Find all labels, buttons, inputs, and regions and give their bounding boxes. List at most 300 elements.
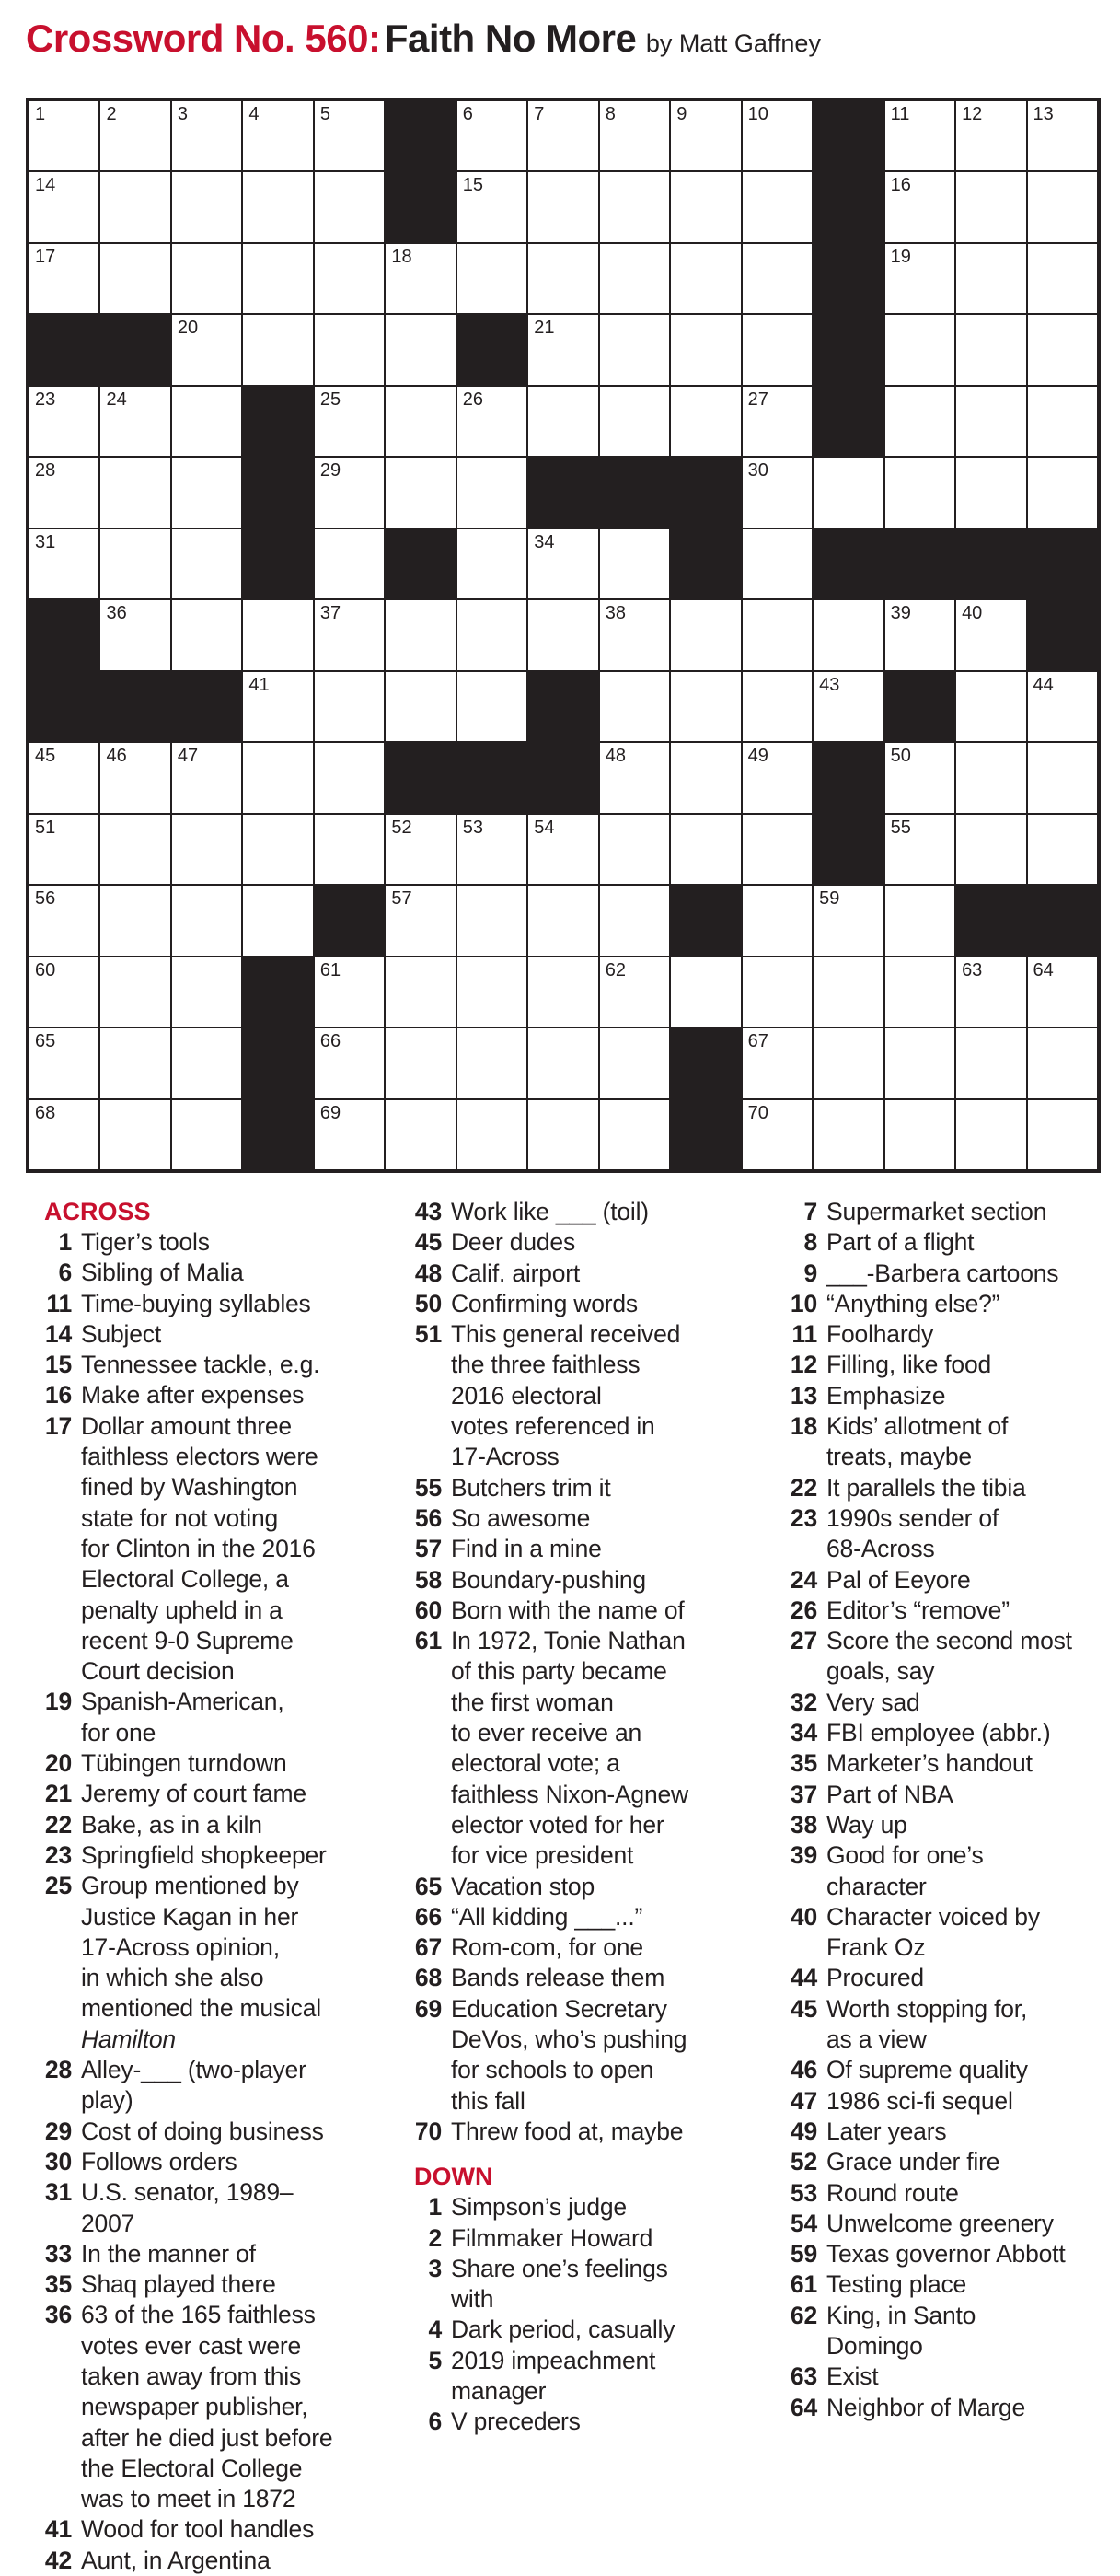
clue-line: after he died just before	[81, 2423, 333, 2452]
clue-number: 56	[414, 1503, 442, 1532]
grid-cell[interactable]	[172, 886, 241, 955]
grid-block	[1028, 600, 1097, 669]
grid-cell[interactable]	[386, 1028, 455, 1097]
grid-cell[interactable]	[600, 600, 669, 669]
down-clue	[771, 1350, 1120, 1380]
clue-text: Deer dudes	[451, 1228, 576, 1257]
grid-cell[interactable]	[814, 957, 883, 1027]
grid-cell[interactable]	[100, 1100, 169, 1169]
grid-cell[interactable]	[814, 1100, 883, 1169]
grid-cell[interactable]	[1028, 672, 1097, 741]
clue-number: 1	[428, 2193, 442, 2222]
grid-cell[interactable]	[29, 244, 98, 313]
cell-number: 57	[391, 888, 412, 910]
grid-cell[interactable]	[172, 957, 241, 1027]
across-clue	[396, 2117, 759, 2147]
grid-cell[interactable]	[457, 458, 526, 527]
clue-number: 7	[803, 1198, 817, 1225]
clue-number: 54	[790, 2209, 817, 2237]
grid-cell[interactable]	[315, 387, 384, 456]
grid-cell[interactable]	[885, 743, 954, 812]
grid-cell[interactable]	[1028, 1028, 1097, 1097]
grid-cell[interactable]	[29, 957, 98, 1027]
grid-cell[interactable]	[600, 1028, 669, 1097]
grid-cell[interactable]	[100, 458, 169, 527]
clue-line: 17-Across opinion,	[81, 1932, 280, 1961]
grid-cell[interactable]	[743, 315, 812, 384]
down-clue	[771, 2055, 1120, 2085]
grid-cell[interactable]	[243, 315, 312, 384]
grid-cell[interactable]	[100, 101, 169, 170]
clue-number: 17	[44, 1411, 72, 1440]
clue-line: 63 of the 165 faithless	[81, 2301, 316, 2329]
grid-cell[interactable]	[1028, 101, 1097, 170]
grid-cell[interactable]	[457, 815, 526, 884]
grid-cell[interactable]	[172, 815, 241, 884]
grid-cell[interactable]	[172, 387, 241, 456]
grid-cell[interactable]	[528, 315, 597, 384]
clue-text: Very sad	[826, 1688, 920, 1716]
grid-cell[interactable]	[743, 387, 812, 456]
clue-line: Justice Kagan in her	[81, 1902, 299, 1931]
grid-cell[interactable]	[671, 101, 740, 170]
grid-cell[interactable]	[1028, 458, 1097, 527]
grid-cell[interactable]	[885, 101, 954, 170]
grid-cell[interactable]	[956, 600, 1025, 669]
grid-cell[interactable]	[956, 1028, 1025, 1097]
grid-cell[interactable]	[29, 101, 98, 170]
grid-cell[interactable]	[386, 672, 455, 741]
grid-cell[interactable]	[386, 886, 455, 955]
grid-cell[interactable]	[457, 1100, 526, 1169]
grid-cell[interactable]	[172, 600, 241, 669]
grid-cell[interactable]	[457, 172, 526, 241]
down-clue	[771, 1197, 1120, 1227]
grid-cell[interactable]	[100, 529, 169, 598]
grid-cell[interactable]	[600, 244, 669, 313]
grid-cell[interactable]	[600, 1100, 669, 1169]
grid-cell[interactable]	[600, 743, 669, 812]
grid-block	[386, 743, 455, 812]
grid-cell[interactable]	[315, 957, 384, 1027]
across-clue	[396, 1473, 759, 1503]
grid-cell[interactable]	[457, 244, 526, 313]
down-clue	[771, 1227, 1120, 1258]
across-clue	[26, 2147, 385, 2177]
grid-cell[interactable]	[315, 1100, 384, 1169]
clue-number: 37	[790, 1780, 817, 1808]
grid-cell[interactable]	[243, 743, 312, 812]
grid-cell[interactable]	[315, 672, 384, 741]
clue-text: Filling, like food	[826, 1351, 992, 1379]
grid-cell[interactable]	[386, 387, 455, 456]
grid-cell[interactable]	[956, 315, 1025, 384]
grid-cell[interactable]	[956, 672, 1025, 741]
grid-cell[interactable]	[528, 886, 597, 955]
clue-text: Later years	[826, 2117, 947, 2145]
down-clue	[771, 1688, 1120, 1718]
grid-cell[interactable]	[29, 815, 98, 884]
across-clue	[396, 1963, 759, 1993]
grid-cell[interactable]	[172, 172, 241, 241]
clue-text	[81, 2055, 385, 2117]
grid-cell[interactable]	[671, 672, 740, 741]
grid-cell[interactable]	[457, 600, 526, 669]
grid-cell[interactable]	[956, 387, 1025, 456]
clue-text: Dark period, casually	[451, 2315, 675, 2344]
grid-cell[interactable]	[1028, 315, 1097, 384]
clue-number: 48	[414, 1259, 442, 1287]
grid-cell[interactable]	[386, 244, 455, 313]
grid-block	[814, 172, 883, 241]
grid-cell[interactable]	[671, 957, 740, 1027]
grid-cell[interactable]	[671, 387, 740, 456]
clue-line: play)	[81, 2086, 133, 2115]
cell-number: 34	[534, 531, 555, 552]
clue-line: Good for one’s	[826, 1841, 984, 1870]
grid-cell[interactable]	[600, 315, 669, 384]
grid-cell[interactable]	[956, 1100, 1025, 1169]
grid-cell[interactable]	[885, 886, 954, 955]
grid-cell[interactable]	[743, 1100, 812, 1169]
down-clue	[771, 1503, 1120, 1565]
grid-cell[interactable]	[956, 172, 1025, 241]
grid-cell[interactable]	[315, 529, 384, 598]
grid-cell[interactable]	[172, 1100, 241, 1169]
clue-text	[451, 1994, 759, 2117]
grid-cell[interactable]	[1028, 244, 1097, 313]
grid-cell[interactable]	[386, 315, 455, 384]
grid-cell[interactable]	[100, 1028, 169, 1097]
cell-number: 3	[177, 104, 189, 124]
grid-block	[1028, 886, 1097, 955]
clue-line: Alley-___ (two-player	[81, 2056, 306, 2084]
cell-number: 60	[35, 959, 56, 981]
grid-cell[interactable]	[100, 743, 169, 812]
grid-cell[interactable]	[814, 672, 883, 741]
cell-number: 2	[106, 104, 117, 124]
clue-line: 2019 impeachment	[451, 2346, 656, 2374]
grid-cell[interactable]	[172, 244, 241, 313]
clue-number: 9	[803, 1259, 817, 1287]
grid-cell[interactable]	[100, 957, 169, 1027]
grid-cell[interactable]	[743, 600, 812, 669]
clue-line: fined by Washington	[81, 1473, 298, 1502]
grid-cell[interactable]	[528, 1100, 597, 1169]
cell-number: 62	[605, 959, 626, 981]
grid-cell[interactable]	[315, 743, 384, 812]
grid-cell[interactable]	[528, 529, 597, 598]
grid-block	[814, 244, 883, 313]
clue-line: Character voiced by	[826, 1902, 1040, 1931]
grid-cell[interactable]	[243, 600, 312, 669]
grid-cell[interactable]	[528, 387, 597, 456]
grid-cell[interactable]	[100, 387, 169, 456]
clue-text: “Anything else?”	[826, 1289, 1000, 1317]
clue-number: 21	[44, 1780, 72, 1808]
grid-block	[243, 387, 312, 456]
grid-cell[interactable]	[315, 101, 384, 170]
grid-cell[interactable]	[600, 672, 669, 741]
cell-number: 55	[890, 817, 911, 838]
grid-block	[386, 172, 455, 241]
grid-cell[interactable]	[528, 600, 597, 669]
clue-text: Tübingen turndown	[81, 1749, 287, 1778]
grid-cell[interactable]	[600, 387, 669, 456]
cell-number: 36	[106, 603, 127, 624]
grid-cell[interactable]	[743, 458, 812, 527]
grid-cell[interactable]	[885, 600, 954, 669]
grid-cell[interactable]	[885, 172, 954, 241]
grid-cell[interactable]	[885, 315, 954, 384]
cell-number: 15	[462, 175, 484, 196]
clue-text: Vacation stop	[451, 1872, 595, 1900]
grid-cell[interactable]	[600, 957, 669, 1027]
grid-cell[interactable]	[885, 244, 954, 313]
grid-cell[interactable]	[243, 815, 312, 884]
grid-cell[interactable]	[386, 458, 455, 527]
grid-block	[814, 743, 883, 812]
grid-cell[interactable]	[172, 743, 241, 812]
grid-block	[671, 886, 740, 955]
grid-cell[interactable]	[457, 886, 526, 955]
grid-cell[interactable]	[528, 815, 597, 884]
clue-number: 45	[414, 1228, 442, 1257]
grid-cell[interactable]	[386, 815, 455, 884]
grid-cell[interactable]	[29, 743, 98, 812]
grid-cell[interactable]	[743, 529, 812, 598]
down-clue	[771, 2209, 1120, 2239]
grid-cell[interactable]	[956, 743, 1025, 812]
grid-block	[315, 886, 384, 955]
clue-text	[826, 1503, 1120, 1565]
grid-block	[243, 1028, 312, 1097]
grid-cell[interactable]	[315, 244, 384, 313]
across-heading: ACROSS	[44, 1198, 151, 1225]
clue-text: Part of NBA	[826, 1780, 953, 1808]
clue-text	[826, 1411, 1120, 1473]
grid-cell[interactable]	[172, 101, 241, 170]
grid-cell[interactable]	[1028, 815, 1097, 884]
grid-cell[interactable]	[743, 244, 812, 313]
grid-cell[interactable]	[671, 244, 740, 313]
grid-cell[interactable]	[315, 315, 384, 384]
grid-cell[interactable]	[885, 957, 954, 1027]
clue-text: Shaq played there	[81, 2270, 276, 2299]
grid-cell[interactable]	[100, 815, 169, 884]
grid-cell[interactable]	[671, 600, 740, 669]
clue-number: 23	[44, 1840, 72, 1869]
clue-number: 61	[414, 1627, 442, 1655]
grid-cell[interactable]	[100, 172, 169, 241]
grid-cell[interactable]	[315, 172, 384, 241]
clue-text: Cost of doing business	[81, 2117, 324, 2145]
grid-cell[interactable]	[528, 1028, 597, 1097]
clue-number: 41	[44, 2515, 72, 2544]
down-clue	[771, 1963, 1120, 1993]
grid-cell[interactable]	[457, 672, 526, 741]
grid-cell[interactable]	[1028, 387, 1097, 456]
grid-cell[interactable]	[956, 815, 1025, 884]
cell-number: 37	[319, 603, 341, 624]
clue-text: Grace under fire	[826, 2148, 1000, 2176]
down-heading: DOWN	[414, 2163, 493, 2191]
grid-cell[interactable]	[814, 458, 883, 527]
grid-cell[interactable]	[743, 672, 812, 741]
grid-cell[interactable]	[885, 815, 954, 884]
grid-cell[interactable]	[956, 101, 1025, 170]
grid-cell[interactable]	[671, 743, 740, 812]
cell-number: 9	[676, 104, 687, 124]
grid-cell[interactable]	[386, 1100, 455, 1169]
grid-cell[interactable]	[457, 387, 526, 456]
grid-cell[interactable]	[743, 886, 812, 955]
clue-line: treats, maybe	[826, 1443, 972, 1471]
clue-line: manager	[451, 2376, 547, 2405]
grid-cell[interactable]	[885, 387, 954, 456]
grid-cell[interactable]	[671, 815, 740, 884]
grid-cell[interactable]	[172, 1028, 241, 1097]
grid-cell[interactable]	[956, 957, 1025, 1027]
grid-cell[interactable]	[1028, 172, 1097, 241]
grid-cell[interactable]	[528, 172, 597, 241]
grid-cell[interactable]	[885, 458, 954, 527]
clue-text	[81, 2300, 385, 2514]
grid-cell[interactable]	[1028, 743, 1097, 812]
grid-cell[interactable]	[457, 957, 526, 1027]
grid-cell[interactable]	[743, 1028, 812, 1097]
grid-cell[interactable]	[100, 600, 169, 669]
clue-number: 60	[414, 1595, 442, 1624]
clue-text: Sibling of Malia	[81, 1259, 244, 1287]
clue-line: Frank Oz	[826, 1933, 926, 1962]
grid-cell[interactable]	[29, 1028, 98, 1097]
grid-cell[interactable]	[600, 172, 669, 241]
clue-number: 62	[790, 2301, 817, 2329]
grid-cell[interactable]	[457, 1028, 526, 1097]
grid-cell[interactable]	[315, 458, 384, 527]
clue-number: 5	[428, 2346, 442, 2374]
grid-cell[interactable]	[743, 101, 812, 170]
across-clue	[26, 1227, 385, 1258]
grid-cell[interactable]	[814, 1028, 883, 1097]
grid-cell[interactable]	[243, 886, 312, 955]
clue-text: Work like ___ (toil)	[451, 1198, 649, 1225]
grid-cell[interactable]	[29, 172, 98, 241]
grid-cell[interactable]	[600, 886, 669, 955]
grid-cell[interactable]	[243, 672, 312, 741]
grid-cell[interactable]	[172, 458, 241, 527]
grid-cell[interactable]	[457, 529, 526, 598]
clue-line: 2007	[81, 2209, 135, 2237]
grid-block	[528, 672, 597, 741]
grid-cell[interactable]	[243, 244, 312, 313]
grid-block	[528, 458, 597, 527]
grid-cell[interactable]	[315, 600, 384, 669]
cell-number: 19	[890, 246, 911, 267]
down-clue	[771, 1780, 1120, 1810]
grid-cell[interactable]	[743, 743, 812, 812]
clue-number: 40	[790, 1902, 817, 1931]
grid-cell[interactable]	[243, 172, 312, 241]
grid-cell[interactable]	[885, 1100, 954, 1169]
grid-cell[interactable]	[528, 101, 597, 170]
clue-text: Tiger’s tools	[81, 1228, 210, 1256]
across-clue	[26, 1687, 385, 1748]
grid-cell[interactable]	[29, 886, 98, 955]
clue-number: 4	[428, 2315, 442, 2344]
grid-cell[interactable]	[315, 1028, 384, 1097]
clue-number: 22	[44, 1810, 72, 1839]
grid-cell[interactable]	[29, 387, 98, 456]
clue-number: 69	[414, 1994, 442, 2023]
grid-cell[interactable]	[100, 886, 169, 955]
grid-cell[interactable]	[671, 315, 740, 384]
grid-cell[interactable]	[29, 1100, 98, 1169]
down-clue	[396, 2315, 759, 2345]
grid-cell[interactable]	[243, 101, 312, 170]
grid-cell[interactable]	[600, 815, 669, 884]
grid-cell[interactable]	[315, 815, 384, 884]
clue-line: U.S. senator, 1989–	[81, 2178, 294, 2207]
grid-cell[interactable]	[956, 244, 1025, 313]
grid-cell[interactable]	[29, 529, 98, 598]
down-clue	[396, 2407, 759, 2437]
clue-line: Worth stopping for,	[826, 1994, 1028, 2023]
grid-block	[814, 529, 883, 598]
grid-cell[interactable]	[743, 815, 812, 884]
down-clue	[771, 1289, 1120, 1319]
clue-text	[826, 1902, 1120, 1964]
grid-cell[interactable]	[814, 600, 883, 669]
clue-line: 1990s sender of	[826, 1503, 999, 1532]
down-clue	[771, 1810, 1120, 1840]
across-clue	[396, 1932, 759, 1963]
grid-cell[interactable]	[600, 101, 669, 170]
grid-block	[243, 1100, 312, 1169]
grid-cell[interactable]	[814, 886, 883, 955]
clue-number: 3	[428, 2254, 442, 2282]
clue-line: Score the second most	[826, 1627, 1072, 1655]
grid-cell[interactable]	[29, 458, 98, 527]
across-clue	[26, 1380, 385, 1410]
grid-cell[interactable]	[600, 529, 669, 598]
grid-cell[interactable]	[528, 244, 597, 313]
grid-cell[interactable]	[386, 600, 455, 669]
clue-text: Aunt, in Argentina	[81, 2546, 271, 2574]
cell-number: 52	[391, 817, 412, 838]
grid-cell[interactable]	[528, 957, 597, 1027]
cell-number: 4	[248, 104, 260, 124]
grid-cell[interactable]	[457, 101, 526, 170]
grid-cell[interactable]	[100, 244, 169, 313]
grid-cell[interactable]	[172, 529, 241, 598]
cell-number: 65	[35, 1031, 56, 1052]
grid-cell[interactable]	[172, 315, 241, 384]
grid-cell[interactable]	[885, 1028, 954, 1097]
clue-text	[826, 1840, 1120, 1902]
down-clue	[396, 2192, 759, 2222]
grid-cell[interactable]	[386, 957, 455, 1027]
grid-cell[interactable]	[1028, 1100, 1097, 1169]
cell-number: 26	[462, 389, 484, 410]
cell-number: 17	[35, 246, 56, 267]
grid-cell[interactable]	[671, 172, 740, 241]
grid-cell[interactable]	[743, 957, 812, 1027]
grid-cell[interactable]	[956, 458, 1025, 527]
grid-cell[interactable]	[743, 172, 812, 241]
grid-cell[interactable]	[1028, 957, 1097, 1027]
